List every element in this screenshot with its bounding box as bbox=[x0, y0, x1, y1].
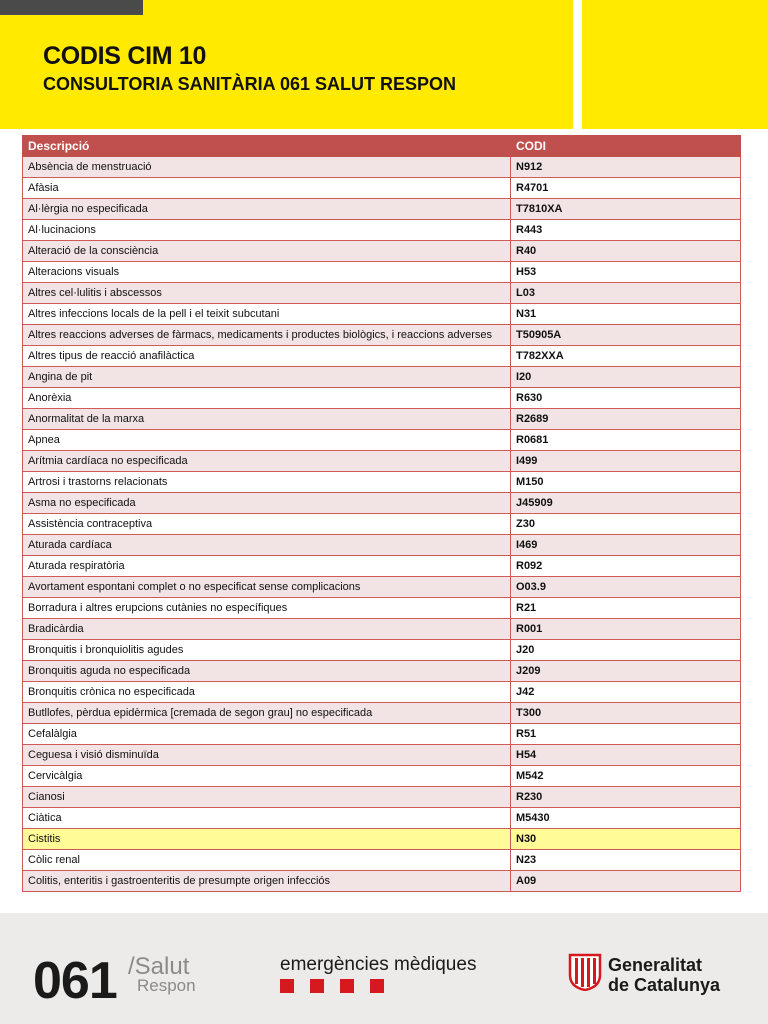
cell-code: R001 bbox=[511, 619, 741, 640]
cell-code: L03 bbox=[511, 283, 741, 304]
cell-description: Al·lèrgia no especificada bbox=[23, 199, 511, 220]
cell-code: J45909 bbox=[511, 493, 741, 514]
cell-code: R230 bbox=[511, 787, 741, 808]
catalunya-text: de Catalunya bbox=[608, 975, 721, 995]
cell-description: Al·lucinacions bbox=[23, 220, 511, 241]
table-row bbox=[23, 619, 741, 640]
table-row bbox=[23, 556, 741, 577]
table-row bbox=[23, 304, 741, 325]
table-row bbox=[23, 724, 741, 745]
cell-code: J20 bbox=[511, 640, 741, 661]
cell-code: R4701 bbox=[511, 178, 741, 199]
generalitat-shield-icon bbox=[568, 953, 602, 991]
cell-description: Altres infeccions locals de la pell i el teixit subcutani bbox=[23, 304, 511, 325]
column-header-description: Descripció bbox=[23, 136, 511, 157]
cell-description: Arítmia cardíaca no especificada bbox=[23, 451, 511, 472]
cell-description: Ciàtica bbox=[23, 808, 511, 829]
table-row bbox=[23, 766, 741, 787]
cell-description: Aturada cardíaca bbox=[23, 535, 511, 556]
column-header-code: CODI bbox=[511, 136, 741, 157]
table-row bbox=[23, 199, 741, 220]
cell-code: M542 bbox=[511, 766, 741, 787]
table-row bbox=[23, 325, 741, 346]
cell-code: R630 bbox=[511, 388, 741, 409]
cell-description: Alteració de la consciència bbox=[23, 241, 511, 262]
table-row bbox=[23, 829, 741, 850]
table-row bbox=[23, 409, 741, 430]
cell-code: H54 bbox=[511, 745, 741, 766]
table-row bbox=[23, 241, 741, 262]
cell-description: Altres tipus de reacció anafilàctica bbox=[23, 346, 511, 367]
cell-description: Colitis, enteritis i gastroenteritis de presumpte origen infecciós bbox=[23, 871, 511, 892]
header-tab bbox=[0, 0, 143, 15]
table-row bbox=[23, 703, 741, 724]
cell-description: Borradura i altres erupcions cutànies no específiques bbox=[23, 598, 511, 619]
table-row bbox=[23, 262, 741, 283]
cell-description: Asma no especificada bbox=[23, 493, 511, 514]
table-row bbox=[23, 178, 741, 199]
cell-description: Anormalitat de la marxa bbox=[23, 409, 511, 430]
footer bbox=[0, 913, 768, 1024]
cell-code: A09 bbox=[511, 871, 741, 892]
table-row bbox=[23, 346, 741, 367]
cell-description: Cefalàlgia bbox=[23, 724, 511, 745]
cell-description: Butllofes, pèrdua epidèrmica [cremada de segon grau] no especificada bbox=[23, 703, 511, 724]
cell-description: Artrosi i trastorns relacionats bbox=[23, 472, 511, 493]
cell-code: R0681 bbox=[511, 430, 741, 451]
table-row bbox=[23, 472, 741, 493]
cell-description: Assistència contraceptiva bbox=[23, 514, 511, 535]
table-row bbox=[23, 640, 741, 661]
table-row bbox=[23, 598, 741, 619]
table-row bbox=[23, 220, 741, 241]
cell-description: Alteracions visuals bbox=[23, 262, 511, 283]
table-row bbox=[23, 388, 741, 409]
table-row bbox=[23, 283, 741, 304]
logo-respon-text: Respon bbox=[137, 976, 196, 995]
cell-code: R2689 bbox=[511, 409, 741, 430]
cell-description: Bradicàrdia bbox=[23, 619, 511, 640]
cell-code: T7810XA bbox=[511, 199, 741, 220]
cell-code: R443 bbox=[511, 220, 741, 241]
cell-code: J209 bbox=[511, 661, 741, 682]
table-row bbox=[23, 682, 741, 703]
cell-code: I469 bbox=[511, 535, 741, 556]
table-row bbox=[23, 577, 741, 598]
page-title: CODIS CIM 10 bbox=[43, 42, 207, 70]
cell-code: O03.9 bbox=[511, 577, 741, 598]
table-row bbox=[23, 493, 741, 514]
cell-code: R51 bbox=[511, 724, 741, 745]
cell-description: Absència de menstruació bbox=[23, 157, 511, 178]
cell-code: Z30 bbox=[511, 514, 741, 535]
cell-description: Bronquitis crònica no especificada bbox=[23, 682, 511, 703]
logo-061: 061 bbox=[33, 952, 117, 1010]
cell-description: Còlic renal bbox=[23, 850, 511, 871]
table-row bbox=[23, 787, 741, 808]
codes-table bbox=[22, 135, 741, 892]
cell-code: M5430 bbox=[511, 808, 741, 829]
cell-description: Cistitis bbox=[23, 829, 511, 850]
cell-code: I20 bbox=[511, 367, 741, 388]
cell-code: R21 bbox=[511, 598, 741, 619]
cell-code: N31 bbox=[511, 304, 741, 325]
table-row bbox=[23, 451, 741, 472]
table-row bbox=[23, 535, 741, 556]
cell-code: H53 bbox=[511, 262, 741, 283]
cell-code: T50905A bbox=[511, 325, 741, 346]
table-row bbox=[23, 367, 741, 388]
table-row bbox=[23, 514, 741, 535]
header-banner-right bbox=[582, 0, 768, 129]
table-row bbox=[23, 745, 741, 766]
page-subtitle: CONSULTORIA SANITÀRIA 061 SALUT RESPON bbox=[43, 74, 457, 94]
cell-code: R40 bbox=[511, 241, 741, 262]
cell-code: T300 bbox=[511, 703, 741, 724]
cell-code: M150 bbox=[511, 472, 741, 493]
emergencies-mediques-logo: emergències mèdiques bbox=[280, 954, 477, 975]
cell-description: Angina de pit bbox=[23, 367, 511, 388]
cell-code: I499 bbox=[511, 451, 741, 472]
table-body bbox=[23, 157, 741, 892]
cell-description: Bronquitis aguda no especificada bbox=[23, 661, 511, 682]
cell-code: R092 bbox=[511, 556, 741, 577]
cell-description: Afàsia bbox=[23, 178, 511, 199]
cell-description: Altres reaccions adverses de fàrmacs, medicaments i productes biològics, i reaccions adverses bbox=[23, 325, 511, 346]
cell-code: N30 bbox=[511, 829, 741, 850]
cell-description: Apnea bbox=[23, 430, 511, 451]
cell-description: Cianosi bbox=[23, 787, 511, 808]
cell-code: J42 bbox=[511, 682, 741, 703]
cell-code: N912 bbox=[511, 157, 741, 178]
table-row bbox=[23, 850, 741, 871]
table-row bbox=[23, 871, 741, 892]
cell-code: N23 bbox=[511, 850, 741, 871]
table-row bbox=[23, 157, 741, 178]
emergencies-squares-icon bbox=[280, 979, 400, 998]
cell-description: Avortament espontani complet o no especificat sense complicacions bbox=[23, 577, 511, 598]
generalitat-text: Generalitat bbox=[608, 955, 703, 975]
table-row bbox=[23, 661, 741, 682]
cell-description: Aturada respiratòria bbox=[23, 556, 511, 577]
cell-description: Anorèxia bbox=[23, 388, 511, 409]
table-header-row bbox=[23, 136, 741, 157]
cell-description: Altres cel·lulitis i abscessos bbox=[23, 283, 511, 304]
cell-code: T782XXA bbox=[511, 346, 741, 367]
logo-salut-text: /Salut bbox=[128, 953, 190, 980]
table-row bbox=[23, 808, 741, 829]
cell-description: Cervicàlgia bbox=[23, 766, 511, 787]
cell-description: Bronquitis i bronquiolitis agudes bbox=[23, 640, 511, 661]
cell-description: Ceguesa i visió disminuïda bbox=[23, 745, 511, 766]
table-row bbox=[23, 430, 741, 451]
